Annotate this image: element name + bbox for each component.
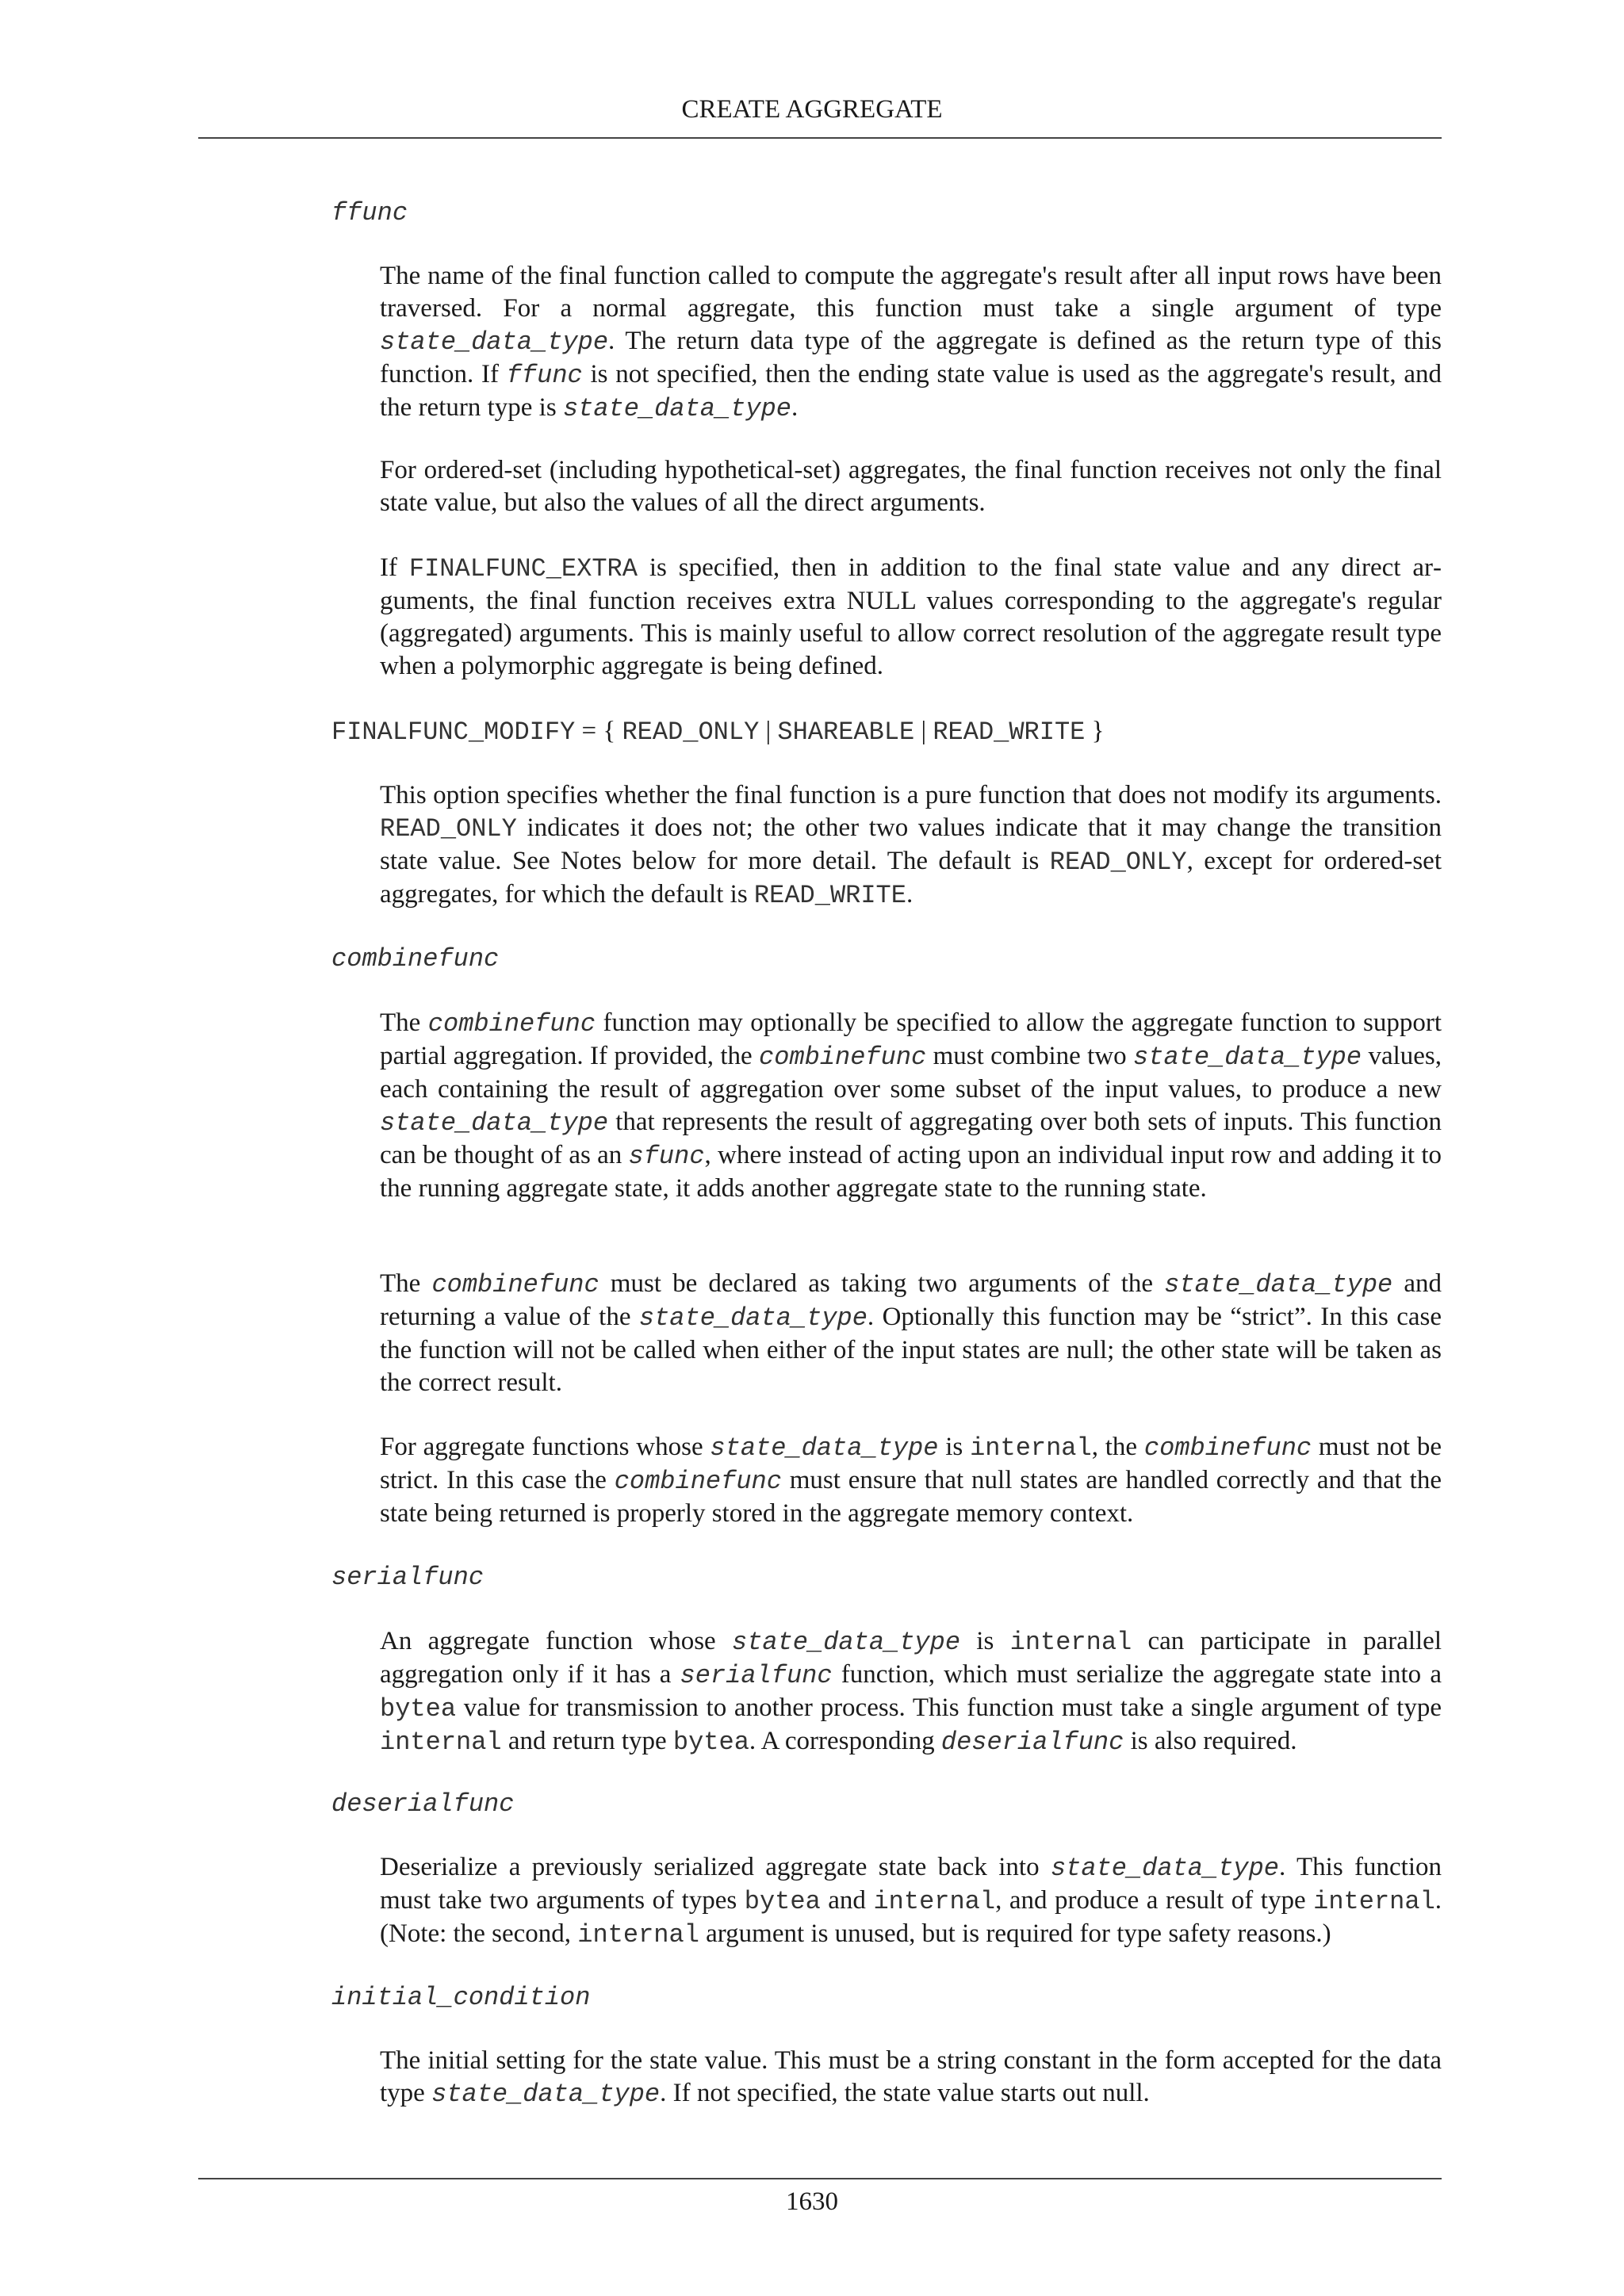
text: , except for ordered-set aggregates, for which the default is: [380, 847, 1442, 909]
text: must ensure that null states are handled correctly and that the state being returned is properly stored in the aggregate memory context.: [380, 1466, 1442, 1528]
ffunc-ordered-set-note: For ordered-set (including hypothetical-set) aggregates, the final function receives not only the final state value, but also the values of all the direct arguments.: [380, 456, 1442, 517]
text: argument is unused, but is required for type safety reasons.): [699, 1919, 1331, 1948]
param-ref: combinefunc: [1143, 1433, 1312, 1463]
text: The initial setting for the state value. This must be a string constant in the form accepted for the data type: [380, 2046, 1442, 2107]
keyword: internal: [577, 1920, 699, 1950]
param-name: ffunc: [331, 198, 408, 228]
param-ref: sfunc: [628, 1142, 705, 1171]
keyword: bytea: [380, 1694, 457, 1724]
combinefunc-internal-note: [380, 1431, 1442, 1530]
param-name: serialfunc: [331, 1563, 485, 1592]
keyword: READ_WRITE: [933, 718, 1086, 747]
text: and return type: [501, 1727, 673, 1755]
param-ref: combinefunc: [427, 1009, 596, 1039]
text: function, which must serialize the aggregate state into a: [832, 1660, 1442, 1689]
text: The: [380, 1269, 432, 1298]
running-header: CREATE AGGREGATE: [681, 95, 943, 124]
param-ref: state_data_type: [380, 327, 609, 357]
text: is: [938, 1433, 971, 1461]
param-ref: serialfunc: [680, 1661, 833, 1690]
keyword: internal: [1009, 1628, 1132, 1657]
deserialfunc-description: [380, 1851, 1442, 1951]
text: value for transmission to another process. This function must take a single argument of type: [456, 1693, 1442, 1722]
text: . Optionally this function may be “strict”. In this case the function will not be called when either of the input states are null; the other state will be taken as the correct result.: [380, 1303, 1442, 1397]
text: indicates it does not; the other two values indicate that it may change the transition state value. See Notes below for more detail. The default is: [380, 813, 1442, 875]
syntax: }: [1085, 717, 1105, 745]
text: is specified, then in addition to the final state value and any direct arguments, the final function receives extra NULL values corresponding to the aggregate's regular (aggregated) arguments. This is mainly useful to allow correct resolution of the aggregate result type when a polymorphic aggregate is being defined.: [380, 553, 1442, 680]
text: For aggregate functions whose: [380, 1433, 710, 1461]
keyword: FINALFUNC_MODIFY: [331, 718, 576, 747]
combinefunc-description: [380, 1007, 1442, 1205]
term-serialfunc: [331, 1560, 1442, 1594]
param-ref: combinefunc: [431, 1270, 599, 1299]
text: is also required.: [1124, 1727, 1297, 1755]
term-initial-condition: [331, 1980, 1442, 2014]
syntax: = {: [575, 717, 622, 745]
text: and returning a value of the: [380, 1269, 1442, 1331]
keyword: SHAREABLE: [777, 718, 915, 747]
text: The name of the final function called to compute the aggregate's result after all input rows have been traversed. For a normal aggregate, this function must take a single argument of type: [380, 262, 1442, 323]
text: If: [380, 553, 409, 582]
ffunc-finalfunc-extra-note: [380, 552, 1442, 683]
text: must not be strict. In this case the: [380, 1433, 1442, 1494]
text: is: [960, 1627, 1010, 1655]
footer-rule: [198, 2178, 1442, 2179]
term-finalfunc-modify: [331, 715, 1442, 748]
text: function may optionally be specified to allow the aggregate function to support partial aggregation. If provided, the: [380, 1008, 1442, 1070]
param-ref: state_data_type: [1164, 1270, 1393, 1299]
syntax: |: [914, 717, 933, 745]
param-name: combinefunc: [331, 944, 500, 974]
text: is not specified, then the ending state value is used as the aggregate's result, and the return type is: [380, 360, 1442, 422]
text: must be declared as taking two arguments of the: [599, 1269, 1165, 1298]
text: . This function must take two arguments of types: [380, 1853, 1442, 1915]
term-combinefunc: [331, 942, 1442, 975]
param-ref: deserialfunc: [940, 1728, 1124, 1757]
text: , where instead of acting upon an individual input row and adding it to the running aggregate state, it adds another aggregate state to the running state.: [380, 1141, 1442, 1203]
text: An aggregate function whose: [380, 1627, 732, 1655]
param-ref: combinefunc: [614, 1467, 782, 1496]
keyword: bytea: [744, 1887, 821, 1916]
keyword: internal: [873, 1887, 996, 1916]
param-name: deserialfunc: [331, 1789, 515, 1819]
keyword: bytea: [672, 1728, 749, 1757]
param-ref: state_data_type: [731, 1628, 961, 1657]
param-ref: state_data_type: [710, 1433, 939, 1463]
term-ffunc: [331, 196, 1442, 229]
keyword: READ_ONLY: [380, 814, 517, 844]
param-ref: state_data_type: [380, 1108, 609, 1138]
text: . The return data type of the aggregate is defined as the return type of this function. If: [380, 327, 1442, 388]
syntax: |: [759, 717, 778, 745]
text: Deserialize a previously serialized aggregate state back into: [380, 1853, 1051, 1881]
param-name: initial_condition: [331, 1983, 591, 2012]
text: . If not specified, the state value starts out null.: [660, 2079, 1150, 2107]
header-rule: [198, 137, 1442, 139]
text: must combine two: [926, 1042, 1134, 1070]
param-ref: state_data_type: [562, 394, 791, 423]
text: can participate in parallel aggregation only if it has a: [380, 1627, 1442, 1689]
text: .: [791, 393, 799, 422]
param-ref: state_data_type: [638, 1303, 868, 1333]
text: . A corresponding: [749, 1727, 941, 1755]
term-deserialfunc: [331, 1787, 1442, 1820]
page-number: 1630: [786, 2187, 838, 2216]
text: The: [380, 1008, 428, 1037]
keyword: READ_ONLY: [1049, 848, 1187, 877]
text: .: [906, 880, 914, 909]
keyword: internal: [970, 1433, 1092, 1463]
ffunc-description: [380, 260, 1442, 425]
text: that represents the result of aggregating over both sets of inputs. This function can be thought of as an: [380, 1108, 1442, 1169]
param-ref: ffunc: [506, 361, 583, 390]
text: and: [820, 1886, 874, 1915]
keyword: READ_ONLY: [622, 718, 760, 747]
param-ref: combinefunc: [759, 1043, 927, 1072]
text: values, each containing the result of aggregation over some subset of the input values, to produce a new: [380, 1042, 1442, 1104]
keyword: internal: [1313, 1887, 1435, 1916]
param-ref: state_data_type: [1050, 1854, 1279, 1883]
param-ref: state_data_type: [431, 2080, 661, 2109]
text: This option specifies whether the final function is a pure function that does not modify its arguments.: [380, 781, 1442, 809]
param-ref: state_data_type: [1133, 1043, 1362, 1072]
text: , the: [1091, 1433, 1144, 1461]
keyword: FINALFUNC_EXTRA: [408, 554, 638, 584]
keyword: READ_WRITE: [753, 881, 906, 910]
text: . (Note: the second,: [380, 1886, 1442, 1948]
finalfunc-modify-description: [380, 779, 1442, 912]
combinefunc-declaration-note: [380, 1268, 1442, 1399]
serialfunc-description: [380, 1625, 1442, 1758]
keyword: internal: [380, 1728, 502, 1757]
text: , and produce a result of type: [995, 1886, 1314, 1915]
initial-condition-description: [380, 2045, 1442, 2110]
